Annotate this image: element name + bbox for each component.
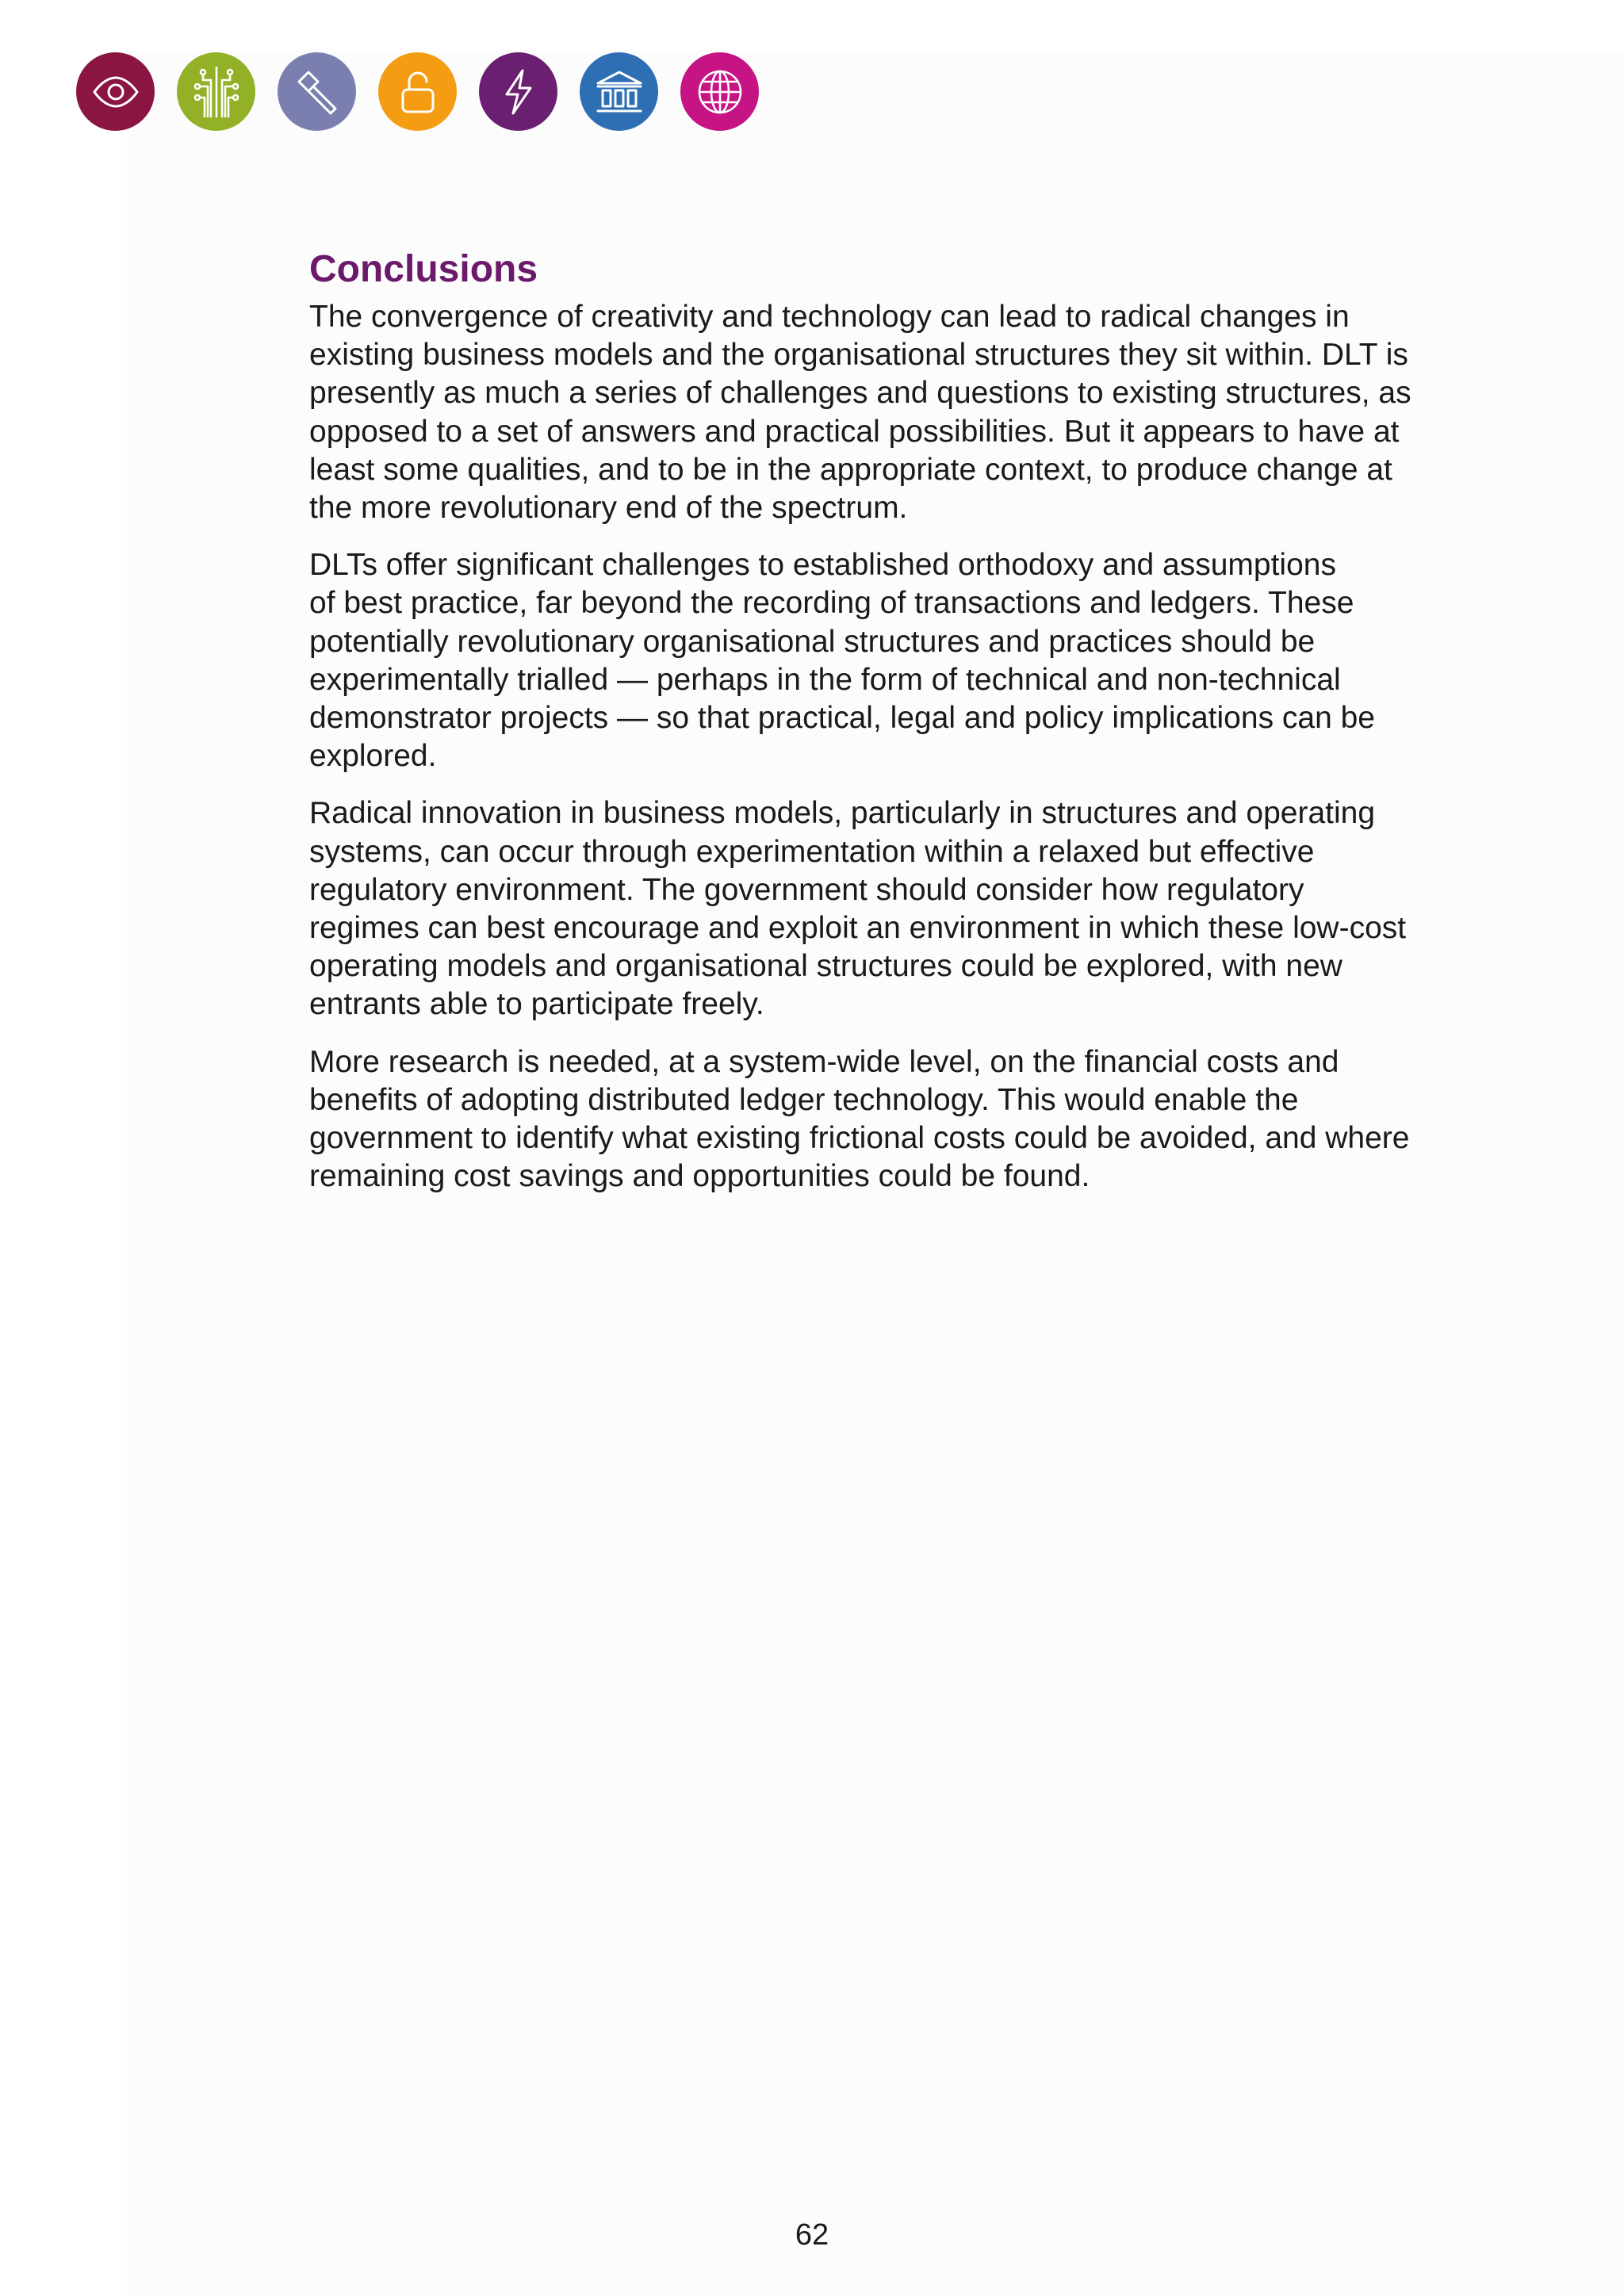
text-line: systems, can occur through experimentation within a relaxed but effective xyxy=(309,834,1315,869)
text-line: DLTs offer significant challenges to established orthodoxy and assumptions xyxy=(309,548,1336,583)
text-line: operating models and organisational structures could be explored, with new xyxy=(309,949,1342,984)
text-line: explored. xyxy=(309,739,437,774)
text-line: least some qualities, and to be in the appropriate context, to produce change at xyxy=(309,452,1392,487)
eye-icon xyxy=(76,52,155,131)
text-line: The convergence of creativity and technology can lead to radical changes in xyxy=(309,300,1350,334)
paragraph xyxy=(309,546,1483,775)
main-content xyxy=(309,246,1483,1215)
text-line: Radical innovation in business models, particularly in structures and operating xyxy=(309,796,1376,831)
globe-icon xyxy=(680,52,759,131)
lightning-icon xyxy=(479,52,557,131)
paragraph xyxy=(309,1043,1483,1196)
text-line: remaining cost savings and opportunities could be found. xyxy=(309,1159,1090,1194)
text-line: benefits of adopting distributed ledger technology. This would enable the xyxy=(309,1082,1299,1117)
text-line: experimentally trialled — perhaps in the form of technical and non-technical xyxy=(309,662,1341,697)
text-line: entrants able to participate freely. xyxy=(309,987,764,1022)
text-line: potentially revolutionary organisational structures and practices should be xyxy=(309,624,1316,659)
text-line: government to identify what existing frictional costs could be avoided, and where xyxy=(309,1121,1410,1156)
text-line: presently as much a series of challenges and questions to existing structures, as xyxy=(309,376,1411,411)
gavel-icon xyxy=(278,52,356,131)
padlock-icon xyxy=(378,52,457,131)
bank-icon xyxy=(580,52,658,131)
text-line: regimes can best encourage and exploit an environment in which these low-cost xyxy=(309,911,1407,946)
text-line: regulatory environment. The government should consider how regulatory xyxy=(309,872,1304,907)
text-line: demonstrator projects — so that practical, legal and policy implications can be xyxy=(309,701,1375,736)
page-number: 62 xyxy=(795,2218,829,2252)
text-line: the more revolutionary end of the spectrum. xyxy=(309,491,908,526)
text-line: opposed to a set of answers and practical possibilities. But it appears to have at xyxy=(309,414,1400,449)
text-line: existing business models and the organisational structures they sit within. DLT is xyxy=(309,338,1408,373)
circuit-icon xyxy=(177,52,255,131)
text-line: More research is needed, at a system-wide level, on the financial costs and xyxy=(309,1044,1339,1079)
paragraph xyxy=(309,794,1483,1024)
section-heading: Conclusions xyxy=(309,248,538,290)
text-line: of best practice, far beyond the recording of transactions and ledgers. These xyxy=(309,586,1354,621)
paragraph xyxy=(309,298,1483,527)
